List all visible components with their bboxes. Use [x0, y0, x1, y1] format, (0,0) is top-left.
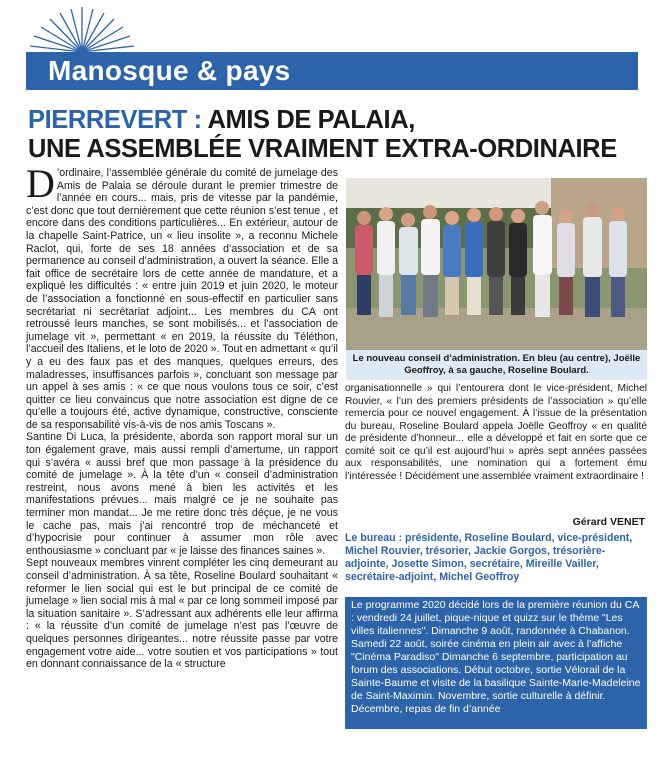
programme-box: Le programme 2020 décidé lors de la première réunion du CA : vendredi 24 juillet, pique-nique et quizz sur le thème "Les villes italiennes". Dimanche 9 août, randonnée à Chabanon. Samedi 22 août, soirée cinéma en plein air avec à l’affiche "Cinéma Paradiso" Dimanche 6 septembre, participation au forum des associations. Début octobre, sortie Vélorail de la Sainte-Baume et visite de la basilique Sainte-Marie-Madeleine de Saint-Maximin. Novembre, sortie culturelle à définir. Décembre, repas de fin d’année: [345, 597, 647, 729]
group-photo-illustration: [346, 178, 647, 350]
group-photo: [346, 178, 647, 350]
sunburst-logo: [28, 6, 136, 54]
section-title: Manosque & pays: [48, 55, 291, 86]
section-banner: [26, 52, 638, 90]
article-paragraph-1: [26, 161, 338, 431]
author-signature: Gérard VENET: [572, 516, 645, 528]
article-left-column: [26, 161, 338, 671]
headline-title-line2: UNE ASSEMBLÉE VRAIMENT EXTRA-ORDINAIRE: [28, 135, 617, 163]
bureau-box: Le bureau : présidente, Roseline Boulard, vice-président, Michel Rouvier, trésorier, Jackie Gorgos, trésorière-adjointe, Josette Simon, secrétaire, Mireille Vailler, secrétaire-adjoint, Michel Geoffroy: [345, 532, 633, 583]
article-right-paragraph: organisationnelle » qui l’entourera dont le vice-président, Michel Rouvier, « l’un des premiers présidents de l’association » qu’elle remercia pour ce nouvel engagement. À l’issue de la présentation du bureau, Roseline Boulard appela Joëlle Geoffroy « en qualité de présidente d’honneur... elle a développé et fait en sorte que ce comité soit ce qu’il est aujourd’hui » après sept années passées aux responsabilités, une nomination qui a fortement ému l’intéressée ! Décidément une assemblée vraiment extraordinaire !: [345, 383, 647, 482]
article-right-column: [345, 383, 647, 483]
drop-cap: D: [26, 161, 55, 206]
article-paragraph-2: Santine Di Luca, la présidente, aborda son rapport moral sur un ton également grave, mais aussi rempli d’amertume, un rapport qui s’avéra « aussi bref que mon passage à la présidence du comité de jumelage ». À la tête d’un « conseil d’administration restreint, nous avons mené à bien les activités et les manifestations prévues... mais malgré ce je ne souhaite pas terminer mon mandat... Je me retire donc très déçue, je ne vous le cache pas, mais j’ai rencontré trop de méchanceté et d’hypocrisie pour continuer à assumer mon rôle avec enthousiasme » concluant par « je laisse des finances saines ».: [26, 431, 338, 557]
headline-place: PIERREVERT :: [28, 106, 202, 134]
photo-caption: Le nouveau conseil d’administration. En bleu (au centre), Joëlle Geoffroy, à sa gauche, Roseline Boulard.: [346, 350, 647, 380]
article-paragraph-3: Sept nouveaux membres vinrent compléter les cinq demeurant au conseil d’administration. À sa tête, Roseline Boulard souhaitant « reformer le lien social qui est le but principal de ce comité de jumelage » lien social mis à mal « par ce long sommeil imposé par la situation sanitaire ». S’adressant aux adhérents elle leur affirma : « la réussite d’un comité de jumelage n’est pas l’œuvre de quelques personnes dirigeantes... notre réussite passe par votre engagement votre aide... votre soutien et vos participations » tout en donnant connaissance de la « structure: [26, 557, 338, 671]
article-paragraph-1-text: ’ordinaire, l’assemblée générale du comité de jumelage des Amis de Palaia se déroule durant le premier trimestre de l’année en cours... mais, pris de vitesse par la pandémie, c’est donc que tout dernièrement que cette réunion s’est tenue , et encore dans des conditions particulières... En extérieur, autour de la chapelle Saint-Patrice, un « lieu insolite », a reconnu Michele Raclot, qui, forte de ses 18 années d’association et de sa permanence au conseil d’administration, a ouvert la séance. Elle a fait office de secrétaire lors de cette année de mandature, et a expliqué les difficultés : « entre juin 2019 et juin 2020, le moteur de l’association a fonctionné en sous-effectif en particulier sans secrétariat ni secrétariat adjoint... Les membres du CA ont retroussé leurs manches, se sont mobilisés... et l’association de jumelage vit », permettant « en 2019, la réussite du Téléthon, l’accueil des Italiens, et le loto de 2020 ». Tout en admettant « qu’il y a eu des faux pas et des manques, quelques erreurs, des maladresses, insuffisances parfois », concluant son message par un appel à ses amis : « ce que nous voulons tous ce soir, c’est quitter ce lieu convaincus que notre association est digne de ce qu’elle a toujours été, active dynamique, constructive, consciente de sa responsabilité vis-à-vis de nos amis Toscans ».: [26, 167, 338, 431]
headline-title-line1: AMIS DE PALAIA,: [207, 106, 415, 134]
headline: [28, 106, 638, 164]
